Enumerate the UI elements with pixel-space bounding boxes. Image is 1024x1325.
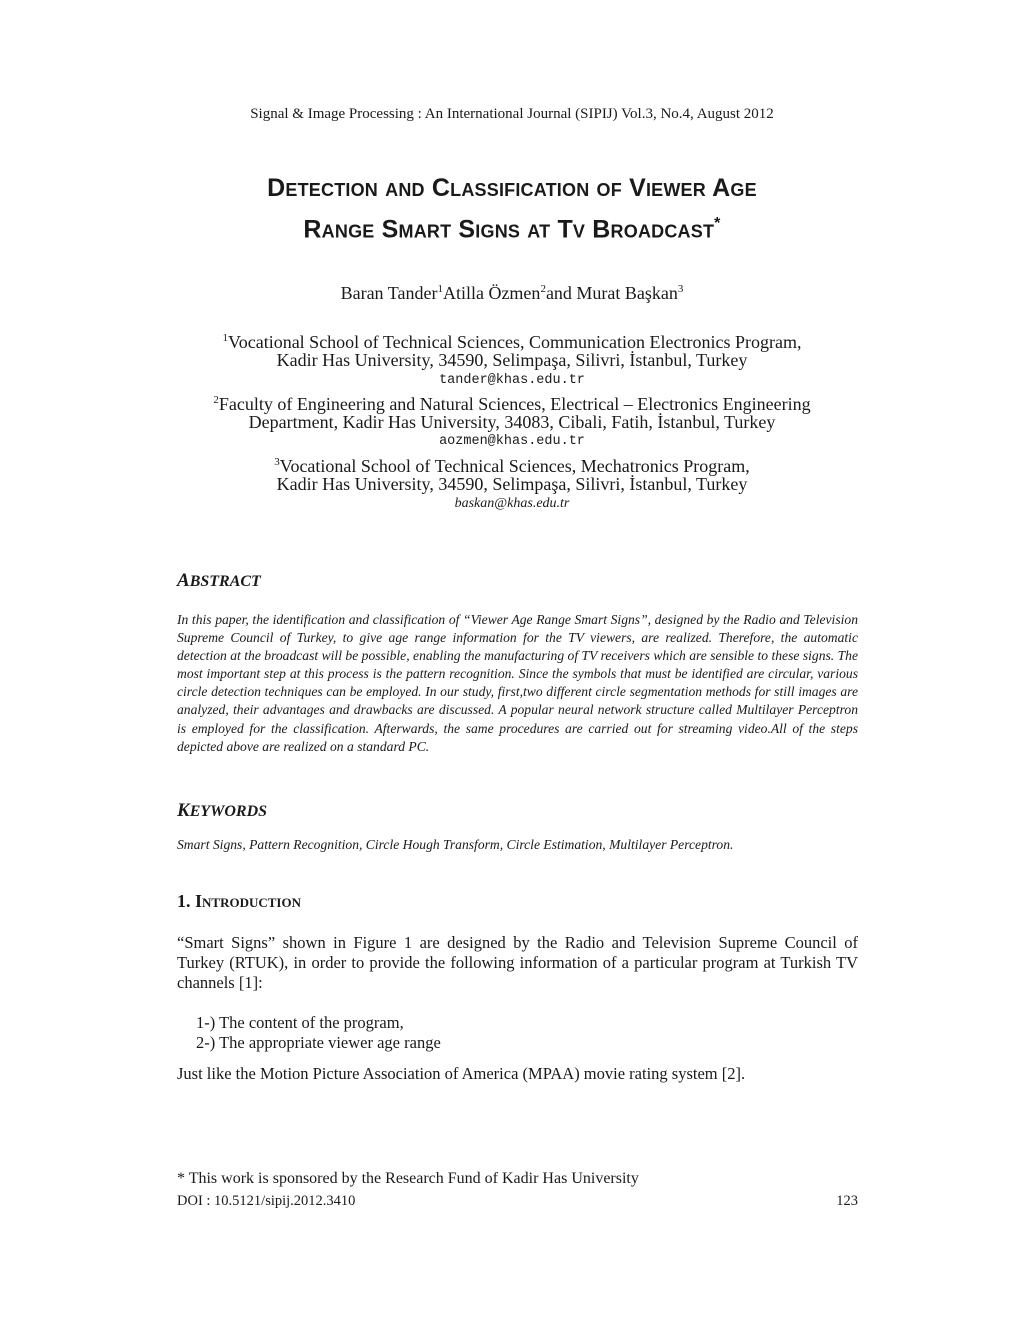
affiliation-2-sup: 2 bbox=[213, 394, 219, 406]
affiliation-2-text: Faculty of Engineering and Natural Sciences, Electrical – Electronics Engineering bbox=[218, 394, 811, 414]
author-2-sup: 2 bbox=[540, 283, 546, 295]
author-list bbox=[0, 283, 1024, 304]
keywords-heading-initial: K bbox=[177, 800, 190, 821]
abstract-heading-initial: A bbox=[177, 570, 190, 591]
intro-paragraph-1: “Smart Signs” shown in Figure 1 are designed by the Radio and Television Supreme Council of Turkey (RTUK), in order to provide the following information of a particular program at Turkish TV channels [1]: bbox=[177, 933, 858, 992]
abstract-text: In this paper, the identification and classification of “Viewer Age Range Smart Signs”, designed by the Radio and Television Supreme Council of Turkey, to give age range information for the TV viewers, are realized. Therefore, the automatic detection at the broadcast will be possible, enabling the manufacturing of TV receivers which are sensible to these signs. The most important step at this process is the pattern recognition. Since the symbols that must be identified are circular, various circle detection techniques can be employed. In our study, first,two different circle segmentation methods for still images are analyzed, their advantages and drawbacks are discussed. A popular neural network structure called Multilayer Perceptron is employed for the classification. Afterwards, the same procedures are carried out for streaming video.All of the steps depicted above are realized on a standard PC. bbox=[177, 612, 858, 754]
list-item-2: 2-) The appropriate viewer age range bbox=[196, 1033, 441, 1052]
author-3: and Murat Başkan bbox=[545, 283, 678, 303]
affiliation-1-line-2: Kadir Has University, 34590, Selimpaşa, Silivri, İstanbul, Turkey bbox=[276, 350, 748, 370]
list-item-1: 1-) The content of the program, bbox=[196, 1013, 404, 1032]
affiliation-1-sup: 1 bbox=[222, 332, 229, 344]
keywords-heading-rest: EYWORDS bbox=[189, 803, 268, 820]
affiliation-3-sup: 3 bbox=[274, 456, 280, 468]
doi: DOI : 10.5121/sipij.2012.3410 bbox=[177, 1193, 356, 1209]
affiliation-1-email: tander@khas.edu.tr bbox=[439, 373, 585, 388]
affiliation-1-text: Vocational School of Technical Sciences, Communication Electronics Program, bbox=[228, 332, 802, 352]
paper-title-line-2 bbox=[0, 206, 1024, 247]
keywords-text: Smart Signs, Pattern Recognition, Circle Hough Transform, Circle Estimation, Multilayer Perceptron. bbox=[177, 837, 734, 852]
paper-title-line-1: Detection and Classification of Viewer Age bbox=[267, 174, 757, 202]
affiliation-3-line-2: Kadir Has University, 34590, Selimpaşa, Silivri, İstanbul, Turkey bbox=[276, 474, 748, 494]
running-head: Signal & Image Processing : An International Journal (SIPIJ) Vol.3, No.4, August 2012 bbox=[250, 106, 774, 122]
affiliation-2-email: aozmen@khas.edu.tr bbox=[439, 434, 585, 449]
author-1: Baran Tander bbox=[340, 283, 438, 303]
section-heading-introduction: 1. Introduction bbox=[177, 891, 301, 911]
abstract-body bbox=[177, 611, 858, 756]
affiliation-3-email: baskan@khas.edu.tr bbox=[454, 496, 570, 511]
footnote: * This work is sponsored by the Research Fund of Kadir Has University bbox=[177, 1170, 639, 1187]
intro-paragraph-2: Just like the Motion Picture Association of America (MPAA) movie rating system [2]. bbox=[177, 1064, 746, 1083]
affiliation-2-line-2: Department, Kadir Has University, 34083, Cibali, Fatih, İstanbul, Turkey bbox=[248, 412, 776, 432]
affiliation-3-text: Vocational School of Technical Sciences, Mechatronics Program, bbox=[279, 456, 750, 476]
abstract-heading bbox=[177, 570, 261, 592]
author-1-sup: 1 bbox=[437, 283, 443, 295]
paper-title-line-2-text: Range Smart Signs at Tv Broadcast bbox=[303, 215, 715, 244]
author-2: Atilla Özmen bbox=[442, 283, 541, 303]
page-number: 123 bbox=[836, 1193, 858, 1209]
keywords-heading bbox=[177, 800, 267, 822]
author-3-sup: 3 bbox=[677, 283, 684, 295]
title-footnote-mark: * bbox=[714, 215, 721, 232]
abstract-heading-rest: BSTRACT bbox=[189, 573, 261, 590]
